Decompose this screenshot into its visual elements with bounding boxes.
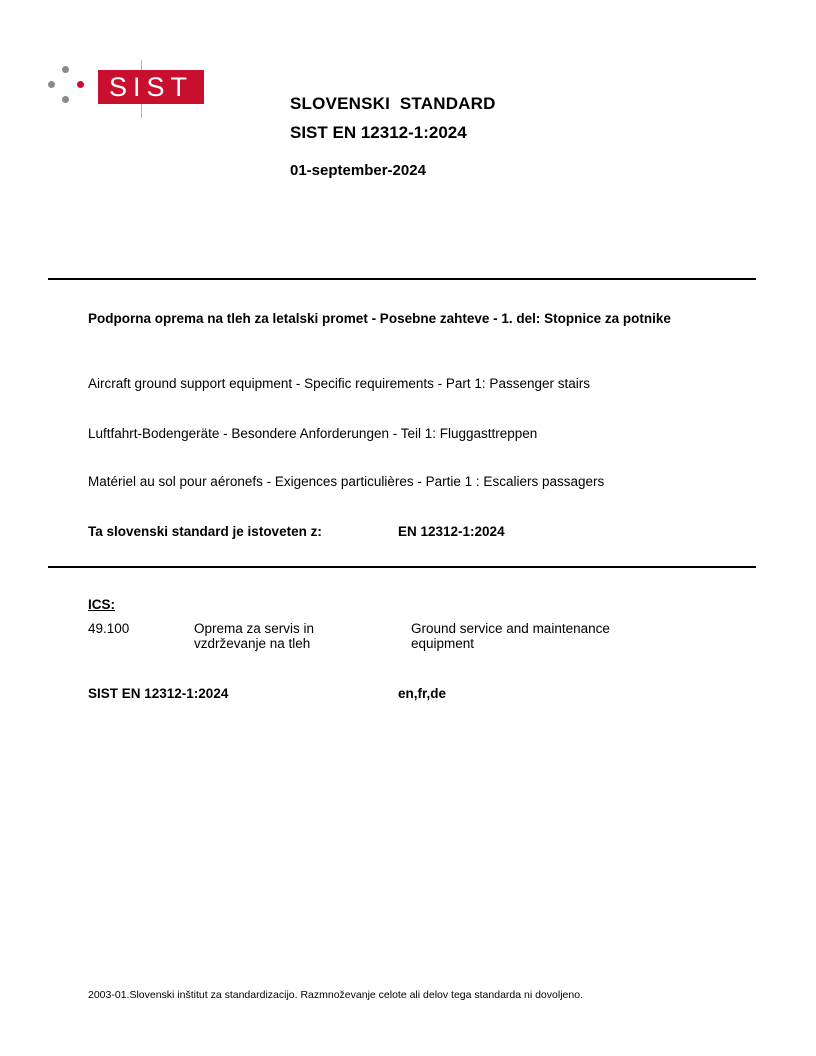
logo-dot bbox=[62, 96, 69, 103]
ics-description-sl: Oprema za servis in vzdrževanje na tleh bbox=[194, 621, 315, 651]
logo-dot bbox=[48, 81, 55, 88]
title-french: Matériel au sol pour aéronefs - Exigences particulières - Partie 1 : Escaliers passagers bbox=[88, 474, 605, 489]
logo-dots bbox=[48, 66, 84, 108]
ics-label: ICS: bbox=[88, 597, 115, 612]
ics-description-en: Ground service and maintenance equipment bbox=[411, 621, 610, 651]
divider-middle bbox=[48, 566, 756, 568]
title-english: Aircraft ground support equipment - Specific requirements - Part 1: Passenger stairs bbox=[88, 376, 590, 391]
footer-languages: en,fr,de bbox=[398, 686, 447, 701]
copyright-notice: 2003-01.Slovenski inštitut za standardizacijo. Razmnoževanje celote ali delov tega standarda ni dovoljeno. bbox=[88, 989, 583, 1001]
logo-dot bbox=[62, 66, 69, 73]
standard-code: SIST EN 12312-1:2024 bbox=[290, 123, 467, 142]
ics-code: 49.100 bbox=[88, 621, 130, 636]
title-german: Luftfahrt-Bodengeräte - Besondere Anforderungen - Teil 1: Fluggasttreppen bbox=[88, 426, 538, 441]
identical-label: Ta slovenski standard je istoveten z: bbox=[88, 524, 322, 539]
logo-dot-red bbox=[77, 81, 84, 88]
identical-value: EN 12312-1:2024 bbox=[398, 524, 505, 539]
sist-logo: SIST bbox=[98, 70, 204, 104]
publication-date: 01-september-2024 bbox=[290, 162, 426, 179]
standard-type: SLOVENSKI STANDARD bbox=[290, 94, 496, 113]
footer-standard-code: SIST EN 12312-1:2024 bbox=[88, 686, 229, 701]
title-slovenian: Podporna oprema na tleh za letalski promet - Posebne zahteve - 1. del: Stopnice za potnike bbox=[88, 311, 671, 326]
divider-top bbox=[48, 278, 756, 280]
